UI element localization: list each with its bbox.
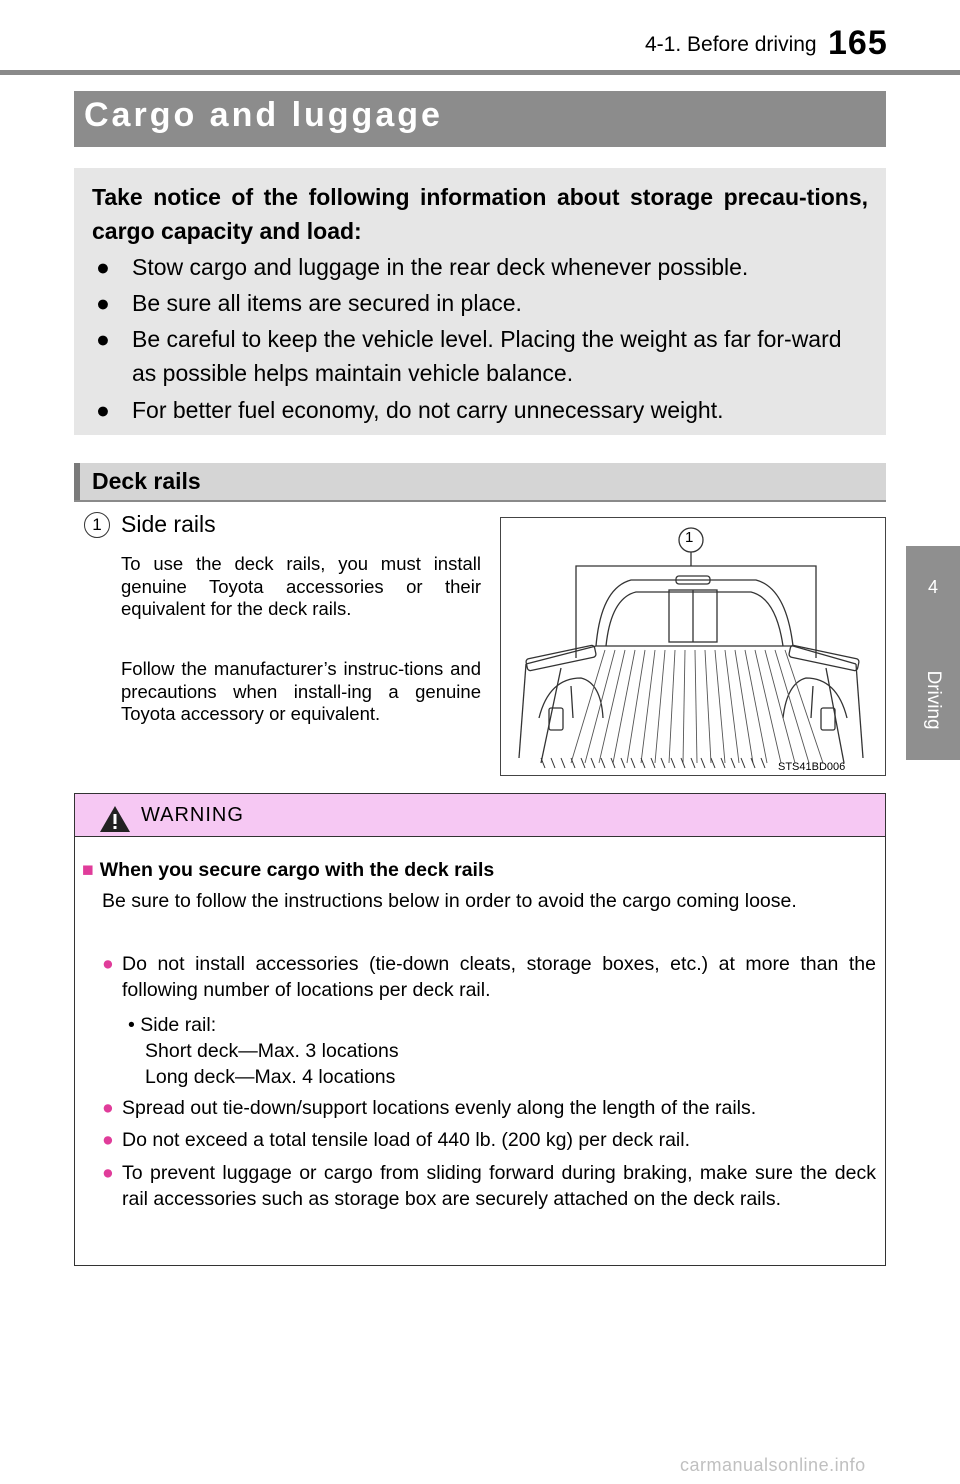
warning-bullet [102,1095,878,1121]
intro-bullet [96,393,866,427]
chapter-label-wrapper [906,640,960,760]
warning-bullet-text: Spread out tie-down/support locations evenly along the length of the rails. [122,1097,757,1119]
square-bullet-icon: ■ [82,859,94,881]
section-divider [74,500,886,502]
truck-bed-illustration [500,517,886,776]
warning-intro: Be sure to follow the instructions below in order to avoid the cargo coming loose. [102,890,797,912]
intro-lead: Take notice of the following information about storage precau-tions, cargo capacity and load: [92,184,868,244]
header-divider [0,70,960,75]
warning-triangle-icon [99,805,131,833]
intro-bullet-text: Be sure all items are secured in place. [132,290,522,316]
intro-bullet-text: Be careful to keep the vehicle level. Placing the weight as far for-ward as possible helps maintain vehicle balance. [132,326,842,386]
illustration-code: STS41BD006 [778,761,846,773]
sub-item-label: • Side rail: [128,1014,217,1036]
page-title: Cargo and luggage [84,96,443,134]
intro-bullet-text: Stow cargo and luggage in the rear deck whenever possible. [132,254,749,280]
section-heading: Deck rails [92,468,201,494]
chapter-number: 4 [927,577,938,597]
callout-number: 1 [685,529,694,546]
warning-bullet-text: To prevent luggage or cargo from sliding forward during braking, make sure the deck rail accessories such as storage box are securely attached on the deck rails. [122,1162,876,1210]
page-number: 165 [828,24,888,62]
truck-bed-drawing [501,518,884,774]
bullet-icon: ● [102,1129,114,1151]
intro-bullet [96,250,866,284]
chapter-label: Driving [923,670,944,730]
item-paragraph: Follow the manufacturer’s instruc-tions and precautions when install-ing a genuine Toyota accessory or equivalent. [121,658,481,724]
warning-bullet [102,1160,878,1238]
bullet-icon: ● [96,254,110,280]
warning-title: WARNING [141,804,244,826]
section-label: 4-1. Before driving [645,33,817,56]
warning-bullet [102,951,878,1003]
warning-subheading-text: When you secure cargo with the deck rails [99,859,495,881]
bullet-icon: ● [102,953,114,975]
bullet-icon: ● [96,290,110,316]
warning-bullet-text: Do not exceed a total tensile load of 440 lb. (200 kg) per deck rail. [122,1129,691,1151]
warning-bullet-text: Do not install accessories (tie-down cleats, storage boxes, etc.) at more than the following number of locations per deck rail. [122,953,876,1001]
intro-bullet [96,286,866,320]
bullet-icon: ● [102,1162,114,1184]
bullet-icon: ● [96,326,110,352]
item-title: Side rails [121,511,216,537]
bullet-icon: ● [96,397,110,423]
sub-item-line: Short deck—Max. 3 locations [145,1040,399,1062]
item-number-badge: 1 [84,512,110,538]
watermark: carmanualsonline.info [680,1455,866,1475]
bullet-icon: ● [102,1097,114,1119]
warning-subheading [82,859,494,882]
intro-bullet [96,322,866,392]
sub-item-line: Long deck—Max. 4 locations [145,1066,396,1088]
warning-bullet [102,1127,878,1153]
item-paragraph: To use the deck rails, you must install genuine Toyota accessories or their equivalent for the deck rails. [121,553,481,619]
intro-bullet-text: For better fuel economy, do not carry unnecessary weight. [132,397,724,423]
